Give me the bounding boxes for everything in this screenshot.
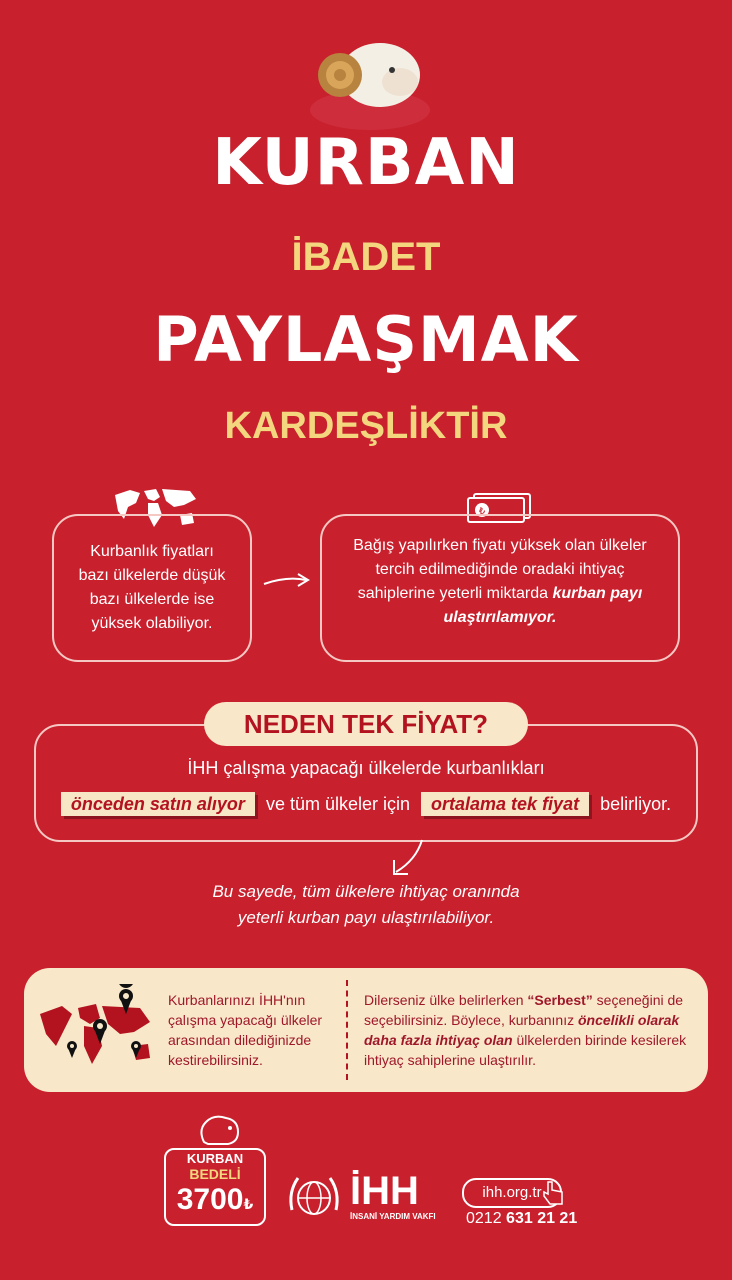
price-badge [164,1148,266,1226]
title-paylasmak: PAYLAŞMAK [153,303,579,376]
badge-currency: ₺ [243,1196,254,1212]
panel-right-b: seçeneğini de seçebilirsiniz. Böylece, kurbanınız [364,992,684,1028]
why-line1: İHH çalışma yapacağı ülkelerde kurbanlıkları [187,758,545,778]
info-right-bold: kurban payı ulaştırılamıyor. [443,585,643,626]
info-left-text: Kurbanlık fiyatları bazı ülkelerde düşük bazı ülkelerde ise yüksek olabiliyor. [78,543,226,632]
badge-line1: KURBAN [186,1151,244,1166]
panel-divider [346,980,348,1080]
why-heading-text: NEDEN TEK FİYAT? [243,709,489,739]
info-panel [24,968,708,1092]
title-kurban: KURBAN [212,126,520,200]
ram-illustration [300,20,430,130]
panel-right-c: ülkelerden birinde kesilerek ihtiyaç sahiplerine ulaştırılır. [364,1032,687,1068]
info-box-donation [320,514,680,662]
title-ibadet: İBADET [291,235,441,279]
arrow-right-icon [262,570,312,590]
ihh-logo-sub: İNSANİ YARDIM VAKFI [350,1212,436,1221]
result-line2: yeterli kurban payı ulaştırılabiliyor. [237,908,495,927]
website-text: ihh.org.tr [482,1184,542,1201]
why-line2 [34,794,698,815]
info-right-text: Bağış yapılırken fiyatı yüksek olan ülkeler tercih edilmediğinde oradaki ihtiyaç sahiplerine yeterli miktarda [353,537,647,602]
world-pins-map-icon [36,984,162,1076]
sheep-icon [196,1110,244,1150]
why-mid: ve tüm ülkeler için [265,794,410,814]
badge-price: 3700 [176,1183,244,1216]
panel-right-a: Dilerseniz ülke belirlerken [364,992,524,1008]
why-heading [204,702,528,746]
svg-text:₺: ₺ [478,506,486,517]
result-line1: Bu sayede, tüm ülkelere ihtiyaç oranında [212,882,520,901]
highlight-single-price: ortalama tek fiyat [421,792,589,816]
arrow-down-icon [386,838,430,878]
phone-main: 631 21 21 [506,1210,578,1227]
panel-left-text: Kurbanlarınızı İHH'nın çalışma yapacağı ülkeler arasından dilediğinizde kestirebilirsiniz. [168,992,323,1068]
panel-right-bold: öncelikli olarak daha fazla ihtiyaç olan [364,1012,680,1048]
highlight-prepurchase: önceden satın alıyor [61,792,255,816]
phone-prefix: 0212 [466,1210,502,1227]
ihh-emblem-icon [286,1170,342,1226]
phone-number[interactable] [466,1210,577,1228]
title-kardeslik: KARDEŞLİKTİR [224,405,508,447]
badge-line2: BEDELİ [189,1166,241,1182]
info-box-prices [52,514,252,662]
ihh-logo-text: İHH [350,1169,419,1213]
panel-right-text [364,990,696,1070]
why-end: belirliyor. [600,794,672,814]
cursor-hand-icon [540,1178,566,1206]
panel-right-quote: “Serbest” [527,992,593,1008]
